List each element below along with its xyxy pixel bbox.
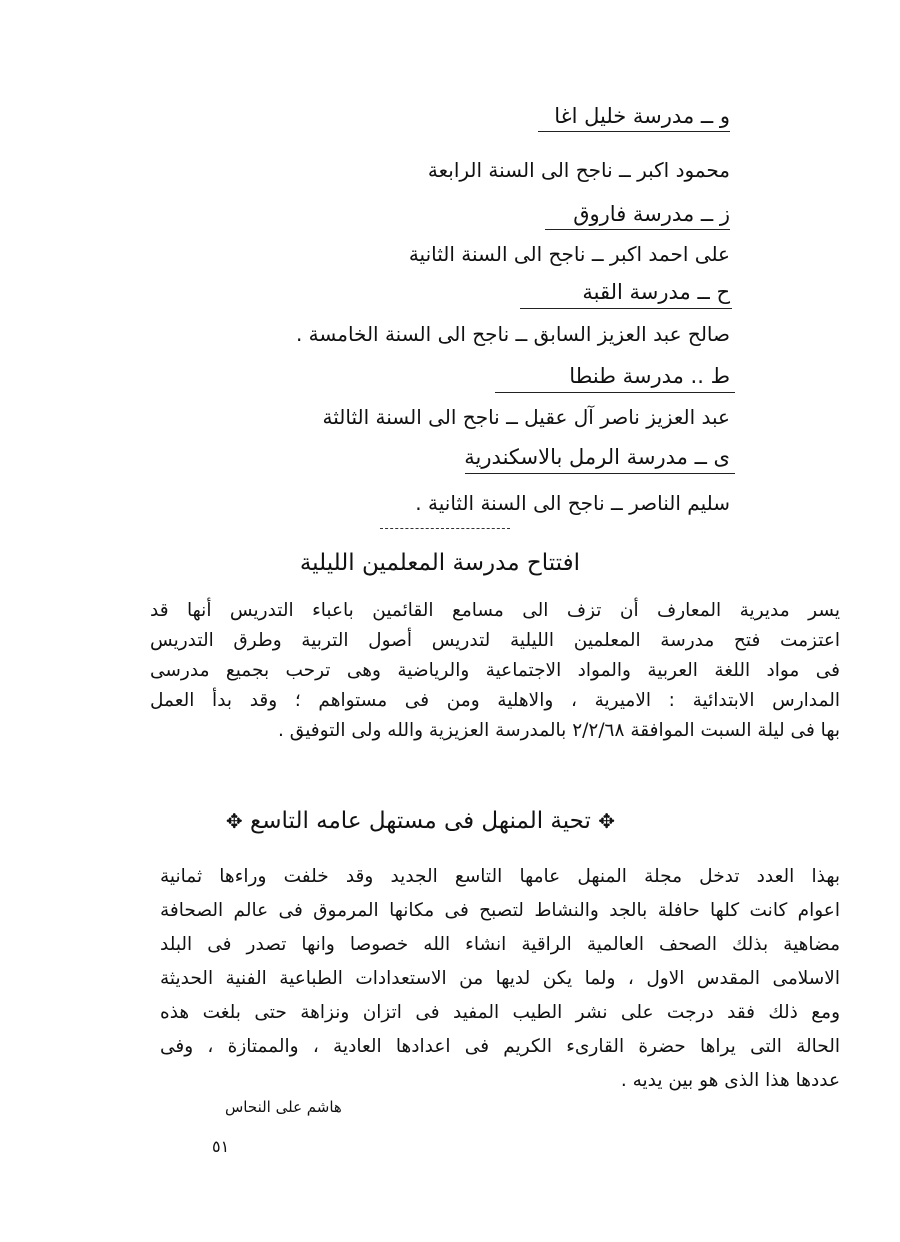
school-item-z: ز ــ مدرسة فاروق <box>573 202 730 226</box>
separator-line <box>380 528 510 529</box>
section2-line: مضاهية بذلك الصحف العالمية الراقية انشاء الله خصوصا وانها تصدر فى البلد <box>160 934 840 955</box>
underline-h <box>520 308 732 309</box>
section2-line: اعوام كانت كلها حافلة بالجد والنشاط لتصبح فى مكانها المرموق فى عالم الصحافة <box>160 900 840 921</box>
section2-line: عددها هذا الذى هو بين يديه . <box>620 1070 840 1091</box>
signature: هاشم على النحاس <box>225 1098 342 1116</box>
student-item-h: صالح عبد العزيز السابق ــ ناجح الى السنة الخامسة . <box>295 322 730 346</box>
page-number: ٥١ <box>212 1137 230 1156</box>
section1-title: افتتاح مدرسة المعلمين الليلية <box>299 550 580 576</box>
section1-line: اعتزمت فتح مدرسة المعلمين الليلية لتدريس أصول التربية وطرق التدريس <box>150 630 840 651</box>
underline-z <box>545 229 730 230</box>
school-item-w: و ــ مدرسة خليل اغا <box>554 104 730 128</box>
student-item-w: محمود اكبر ــ ناجح الى السنة الرابعة <box>427 158 730 182</box>
school-item-t: ط .. مدرسة طنطا <box>569 364 730 388</box>
section1-line: بها فى ليلة السبت الموافقة ٢/٢/٦٨ بالمدرسة العزيزية والله ولى التوفيق . <box>278 720 840 741</box>
section1-line: فى مواد اللغة العربية والمواد الاجتماعية والرياضية وهى ترحب بجميع مدرسى <box>150 660 840 681</box>
section2-title-row <box>226 806 615 836</box>
section2-paragraph <box>160 860 840 1098</box>
ornament-right-icon: ✥ <box>598 809 615 833</box>
section1-line: المدارس الابتدائية : الاميرية ، والاهلية ومن فى مستواهم ؛ وقد بدأ العمل <box>150 690 840 711</box>
section1-line: يسر مديرية المعارف أن تزف الى مسامع القائمين باعباء التدريس أنها قد <box>150 600 840 621</box>
underline-t <box>495 392 735 393</box>
section2-line: بهذا العدد تدخل مجلة المنهل عامها التاسع الجديد وقد خلفت وراءها ثمانية <box>160 866 840 887</box>
school-item-h: ح ــ مدرسة القبة <box>582 280 730 304</box>
ornament-left-icon: ✥ <box>225 809 243 833</box>
student-item-y: سليم الناصر ــ ناجح الى السنة الثانية . <box>415 491 730 515</box>
section2-line: الحالة التى يراها حضرة القارىء الكريم فى اعدادها العادية ، والممتازة ، وفى <box>160 1036 840 1057</box>
section1-paragraph <box>150 596 840 746</box>
section2-title: تحية المنهل فى مستهل عامه التاسع <box>249 808 591 834</box>
student-item-z: على احمد اكبر ــ ناجح الى السنة الثانية <box>408 242 730 266</box>
section2-line: الاسلامى المقدس الاول ، ولما يكن لديها من الاستعدادات الطباعية الفنية الحديثة <box>160 968 840 989</box>
section2-line: ومع ذلك فقد درجت على نشر الطيب المفيد فى اتزان ونزاهة حتى بلغت هذه <box>160 1002 840 1023</box>
underline-y <box>465 473 735 474</box>
underline-w <box>538 131 730 132</box>
student-item-t: عبد العزيز ناصر آل عقيل ــ ناجح الى السنة الثالثة <box>322 405 730 429</box>
school-item-y: ى ــ مدرسة الرمل بالاسكندرية <box>464 445 730 469</box>
